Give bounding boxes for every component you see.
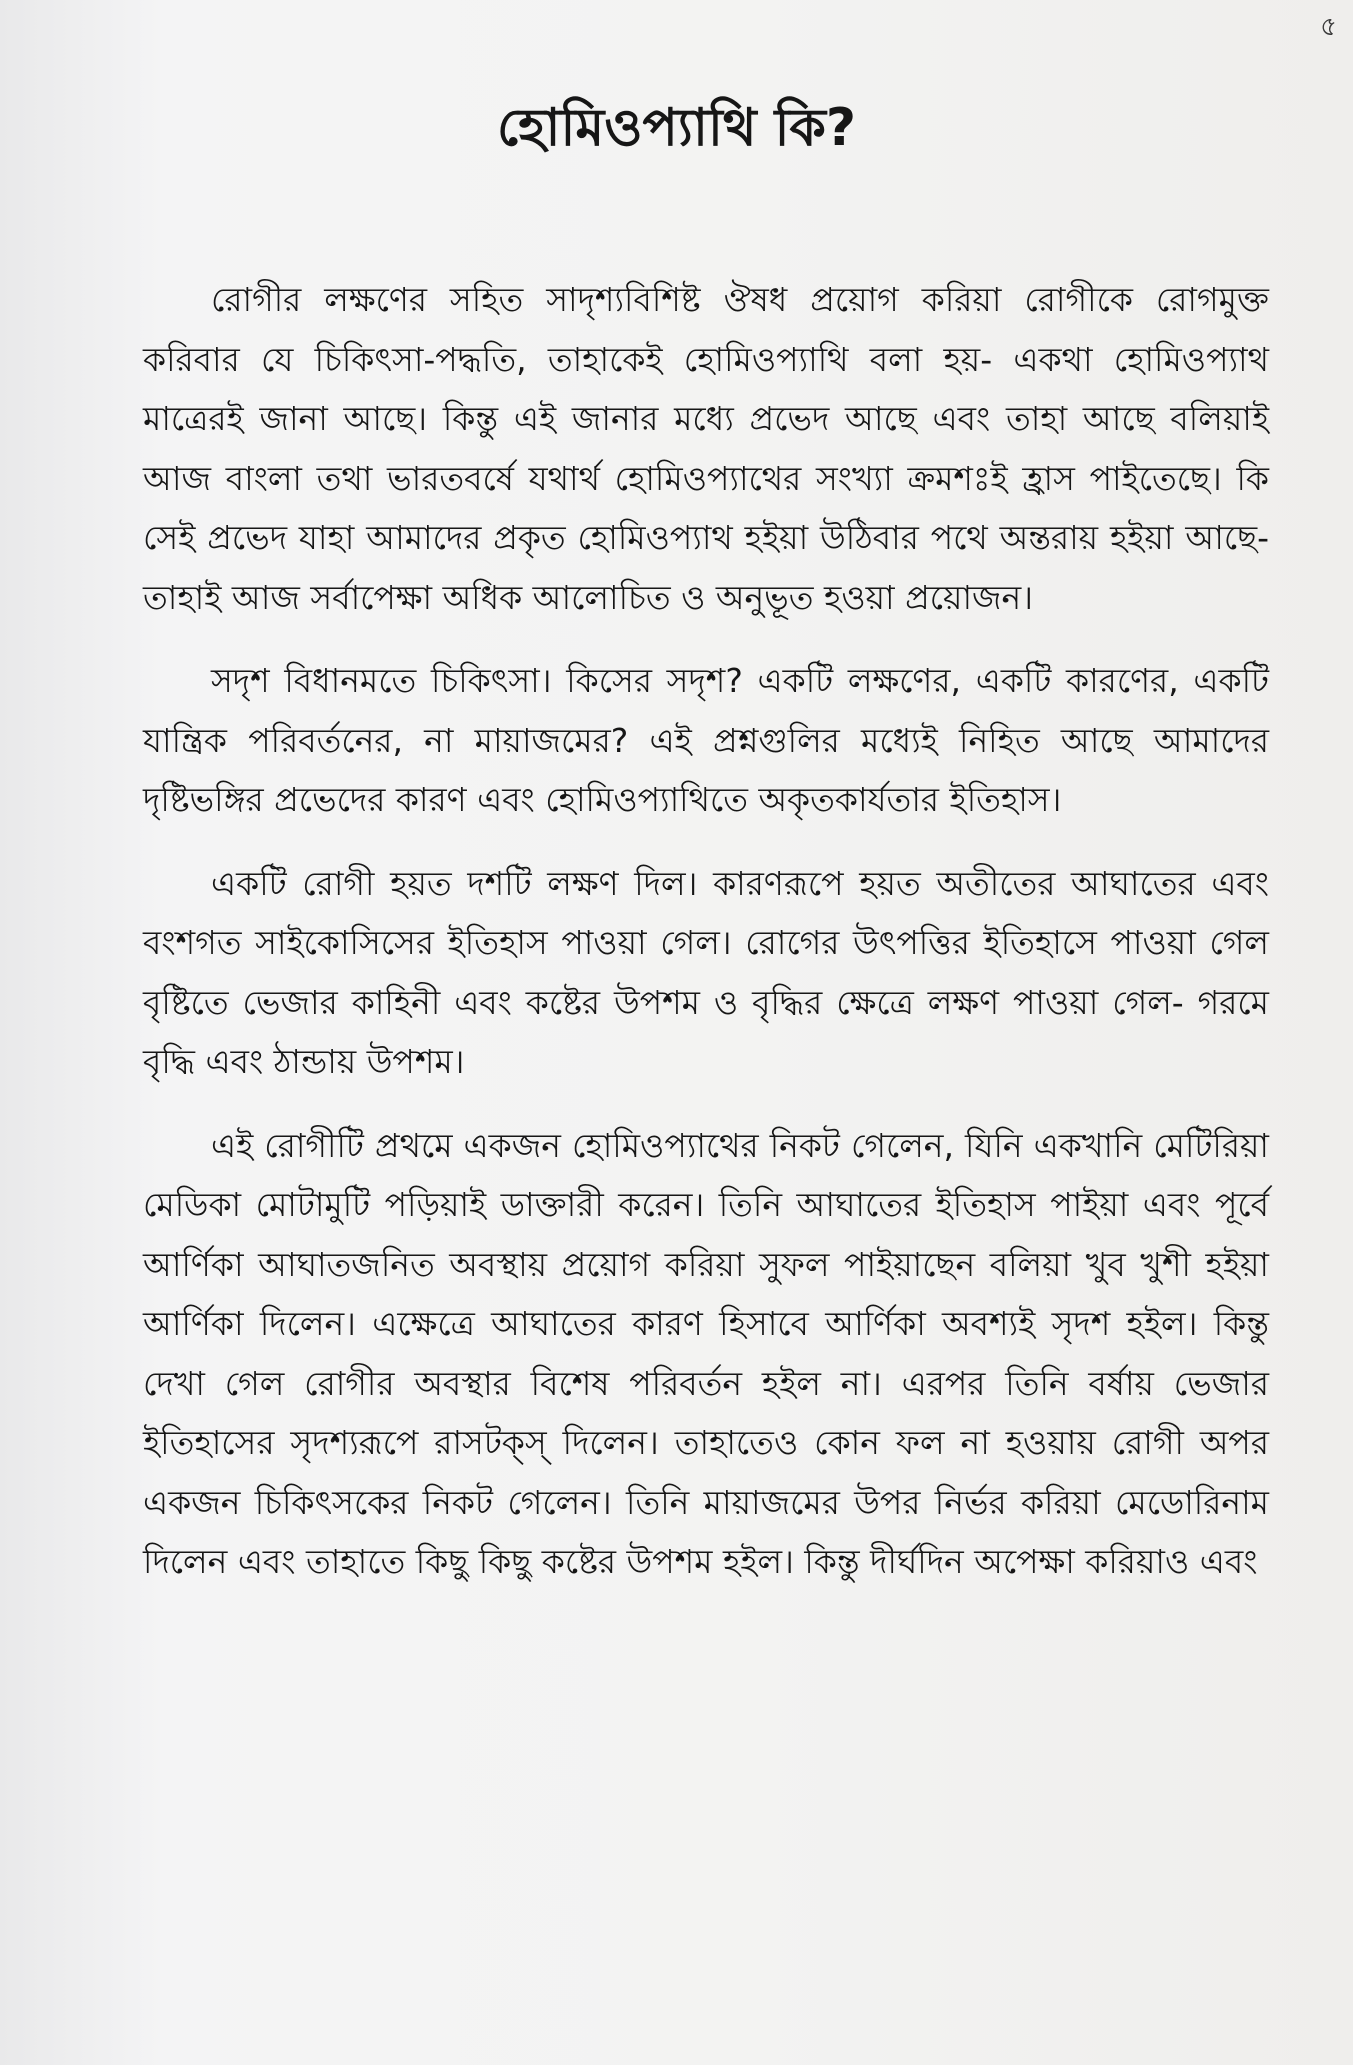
chapter-title: হোমিওপ্যাথি কি?	[496, 98, 857, 158]
page-number: ৫	[1320, 12, 1337, 42]
body-text	[143, 270, 1269, 1592]
paragraph-3: একটি রোগী হয়ত দশটি লক্ষণ দিল। কারণরূপে হয়ত অতীতের আঘাতের এবং বংশগত সাইকোসিসের ইতিহাস পাওয়া গেল। রোগের উৎপত্তির ইতিহাসে পাওয়া গেল বৃষ্টিতে ভেজার কাহিনী এবং কষ্টের উপশম ও বৃদ্ধির ক্ষেত্রে লক্ষণ পাওয়া গেল- গরমে বৃদ্ধি এবং ঠান্ডায় উপশম।	[143, 863, 1269, 1081]
paragraph-1: রোগীর লক্ষণের সহিত সাদৃশ্যবিশিষ্ট ঔষধ প্রয়োগ করিয়া রোগীকে রোগমুক্ত করিবার যে চিকিৎসা-পদ্ধতি, তাহাকেই হোমিওপ্যাথি বলা হয়- একথা হোমিওপ্যাথ মাত্রেরই জানা আছে। কিন্তু এই জানার মধ্যে প্রভেদ আছে এবং তাহা আছে বলিয়াই আজ বাংলা তথা ভারতবর্ষে যথার্থ হোমিওপ্যাথের সংখ্যা ক্রমশঃই হ্রাস পাইতেছে। কি সেই প্রভেদ যাহা আমাদের প্রকৃত হোমিওপ্যাথ হইয়া উঠিবার পথে অন্তরায় হইয়া আছে- তাহাই আজ সর্বাপেক্ষা অধিক আলোচিত ও অনুভূত হওয়া প্রয়োজন।	[143, 280, 1269, 617]
paragraph-4: এই রোগীটি প্রথমে একজন হোমিওপ্যাথের নিকট গেলেন, যিনি একখানি মেটিরিয়া মেডিকা মোটামুটি পড়িয়াই ডাক্তারী করেন। তিনি আঘাতের ইতিহাস পাইয়া এবং পূর্বে আর্ণিকা আঘাতজনিত অবস্থায় প্রয়োগ করিয়া সুফল পাইয়াছেন বলিয়া খুব খুশী হইয়া আর্ণিকা দিলেন। এক্ষেত্রে আঘাতের কারণ হিসাবে আর্ণিকা অবশ্যই সৃদশ হইল। কিন্তু দেখা গেল রোগীর অবস্থার বিশেষ পরিবর্তন হইল না। এরপর তিনি বর্ষায় ভেজার ইতিহাসের সৃদশ্যরূপে রাসটক্স্ দিলেন। তাহাতেও কোন ফল না হওয়ায় রোগী অপর একজন চিকিৎসকের নিকট গেলেন। তিনি মায়াজমের উপর নির্ভর করিয়া মেডোরিনাম দিলেন এবং তাহাতে কিছু কিছু কষ্টের উপশম হইল। কিন্তু দীর্ঘদিন অপেক্ষা করিয়াও এবং	[143, 1125, 1269, 1581]
paragraph-2: সদৃশ বিধানমতে চিকিৎসা। কিসের সদৃশ? একটি লক্ষণের, একটি কারণের, একটি যান্ত্রিক পরিবর্তনের, না মায়াজমের? এই প্রশ্নগুলির মধ্যেই নিহিত আছে আমাদের দৃষ্টিভঙ্গির প্রভেদের কারণ এবং হোমিওপ্যাথিতে অকৃতকার্যতার ইতিহাস।	[143, 661, 1269, 819]
